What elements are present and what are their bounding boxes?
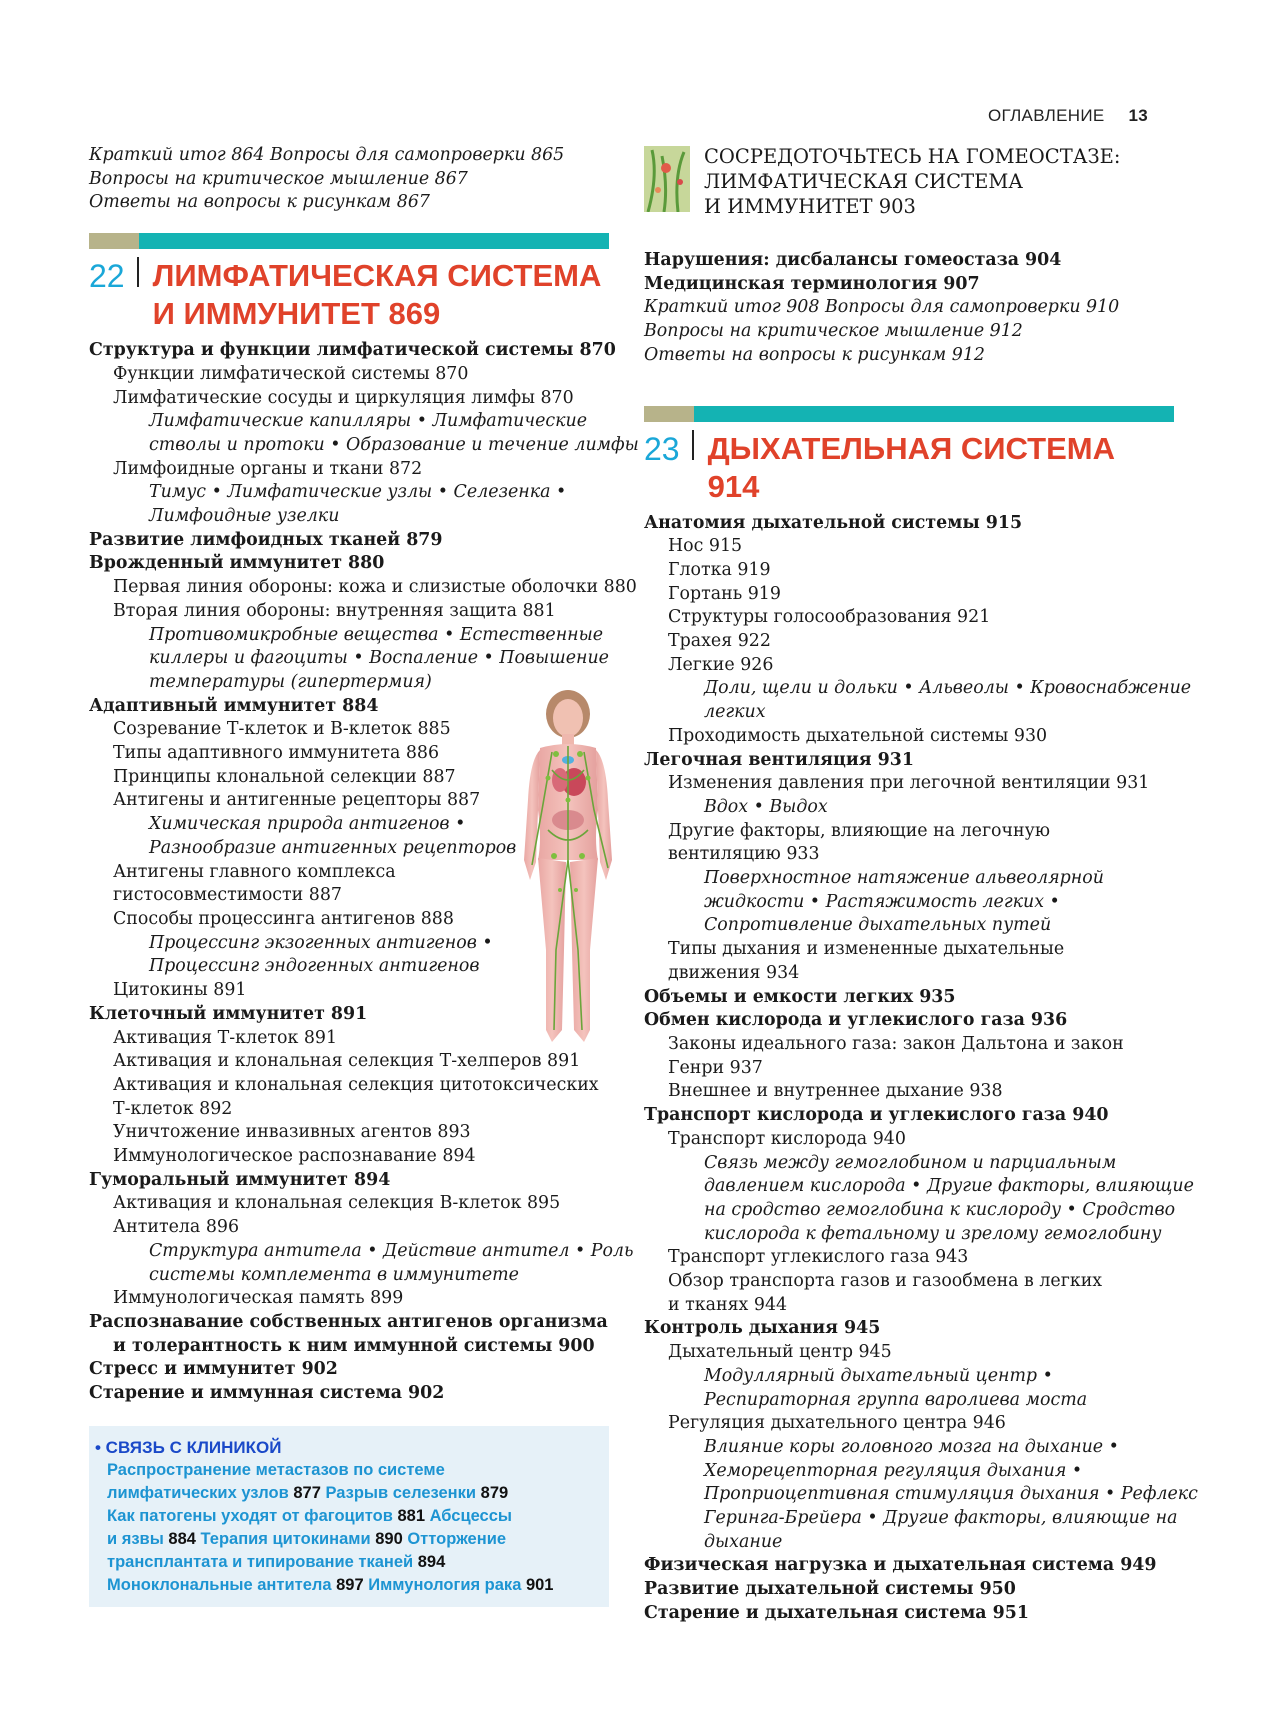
- clinic-topic: трансплантата и типирование тканей: [107, 1552, 418, 1571]
- clinic-page: 901: [525, 1575, 554, 1594]
- toc-entry: Ответы на вопросы к рисункам 912: [644, 344, 985, 365]
- clinic-page: 877: [293, 1483, 321, 1502]
- toc-entry: Разнообразие антигенных рецепторов: [149, 837, 517, 858]
- toc-entry: Внешнее и внутреннее дыхание 938: [668, 1081, 1003, 1102]
- toc-entry: Развитие дыхательной системы 950: [644, 1579, 1016, 1600]
- toc-entry: кислорода к фетальному и зрелому гемоглобину: [704, 1223, 1162, 1244]
- clinic-topic: Распространение метастазов по системе: [107, 1460, 445, 1479]
- toc-entry: Контроль дыхания 945: [644, 1318, 881, 1339]
- toc-entry: Изменения давления при легочной вентиляции 931: [668, 773, 1150, 794]
- toc-entry: гистосовместимости 887: [113, 885, 342, 906]
- toc-entry: Адаптивный иммунитет 884: [89, 695, 379, 716]
- toc-entry: Иммунологическая память 899: [113, 1288, 404, 1309]
- toc-entry: Респираторная группа варолиева моста: [704, 1389, 1088, 1410]
- toc-entry: Краткий итог 864 Вопросы для самопроверки 865: [89, 145, 565, 165]
- toc-entry: Физическая нагрузка и дыхательная система 949: [644, 1555, 1157, 1576]
- clinic-topic: Терапия цитокинами: [195, 1529, 376, 1548]
- toc-entry: Краткий итог 908 Вопросы для самопроверки 910: [644, 297, 1120, 318]
- focus-title-line3: И ИММУНИТЕТ 903: [704, 195, 916, 218]
- toc-entry: стволы и протоки • Образование и течение лимфы: [149, 434, 639, 455]
- toc-entry: Регуляция дыхательного центра 946: [668, 1413, 1006, 1434]
- clinic-line: [95, 1528, 601, 1551]
- left-top-lines: [89, 144, 609, 215]
- toc-entry: Созревание Т-клеток и В-клеток 885: [113, 719, 451, 740]
- toc-entry: Трахея 922: [668, 631, 771, 652]
- toc-entry: Активация и клональная селекция В-клеток 895: [113, 1193, 561, 1214]
- toc-entry: Антитела 896: [113, 1217, 240, 1238]
- toc-entry: Лимфоидные узелки: [149, 506, 340, 527]
- toc-entry: движения 934: [668, 962, 800, 983]
- toc-entry: Принципы клональной селекции 887: [113, 766, 456, 787]
- header-section: ОГЛАВЛЕНИЕ: [988, 106, 1105, 125]
- toc-entry: Стресс и иммунитет 902: [89, 1359, 338, 1380]
- lymphatic-body-figure: [512, 690, 624, 1050]
- clinic-line: [95, 1505, 601, 1528]
- clinic-page: 884: [168, 1529, 196, 1548]
- toc-entry: Антигены и антигенные рецепторы 887: [113, 790, 481, 811]
- toc-entry: Тимус • Лимфатические узлы • Селезенка •: [149, 482, 567, 503]
- toc-entry: Активация Т-клеток 891: [113, 1027, 338, 1048]
- clinic-topic: Моноклональные антитела: [107, 1575, 337, 1594]
- toc-entry: Клеточный иммунитет 891: [89, 1003, 368, 1024]
- toc-entry: Геринга-Брейера • Другие факторы, влияющие на: [704, 1508, 1178, 1529]
- running-header: [988, 106, 1148, 126]
- toc-entry: Нарушения: дисбалансы гомеостаза 904: [644, 250, 1062, 270]
- toc-entry: Лимфатические сосуды и циркуляция лимфы 870: [113, 387, 574, 408]
- chapter-22-title-line1: ЛИМФАТИЧЕСКАЯ СИСТЕМА: [152, 258, 602, 294]
- toc-entry: Транспорт кислорода 940: [668, 1128, 906, 1149]
- toc-entry: Первая линия обороны: кожа и слизистые оболочки 880: [113, 577, 637, 598]
- toc-entry: Дыхательный центр 945: [668, 1342, 892, 1363]
- toc-entry: Генри 937: [668, 1057, 763, 1078]
- clinic-topic: и язвы: [107, 1529, 169, 1548]
- toc-entry: Процессинг экзогенных антигенов •: [149, 932, 493, 953]
- toc-entry: Влияние коры головного мозга на дыхание •: [704, 1436, 1119, 1457]
- toc-entry: температуры (гипертермия): [149, 671, 432, 692]
- toc-entry: Цитокины 891: [113, 980, 247, 1001]
- toc-entry: Глотка 919: [668, 559, 771, 580]
- toc-entry: Развитие лимфоидных тканей 879: [89, 529, 443, 550]
- clinic-page: 890: [375, 1529, 403, 1548]
- toc-entry: дыхание: [704, 1531, 783, 1552]
- toc-entry: Хеморецепторная регуляция дыхания •: [704, 1460, 1083, 1481]
- clinic-topic: Как патогены уходят от фагоцитов: [107, 1506, 398, 1525]
- toc-entry: системы комплемента в иммунитете: [149, 1264, 519, 1285]
- focus-title: [704, 144, 1120, 219]
- toc-entry: Распознавание собственных антигенов организма: [89, 1311, 608, 1332]
- toc-entry: Уничтожение инвазивных агентов 893: [113, 1122, 471, 1143]
- toc-entry: Структуры голосообразования 921: [668, 607, 991, 628]
- toc-entry: Другие факторы, влияющие на легочную: [668, 820, 1050, 841]
- clinic-topic: Иммунология рака: [363, 1575, 526, 1594]
- focus-title-line2: ЛИМФАТИЧЕСКАЯ СИСТЕМА: [704, 170, 1024, 193]
- toc-entry: Структура антитела • Действие антител • Роль: [149, 1240, 634, 1261]
- clinic-topic: Абсцессы: [425, 1506, 512, 1525]
- toc-entry: Доли, щели и дольки • Альвеолы • Кровоснабжение: [704, 678, 1192, 699]
- toc-entry: вентиляцию 933: [668, 844, 820, 865]
- toc-entry: на сродство гемоглобина к кислороду • Сродство: [704, 1199, 1176, 1220]
- toc-entry: Законы идеального газа: закон Дальтона и закон: [668, 1033, 1124, 1054]
- toc-entry: Транспорт кислорода и углекислого газа 940: [644, 1105, 1109, 1126]
- toc-entry: и толерантность к ним иммунной системы 900: [113, 1335, 595, 1356]
- clinic-page: 897: [336, 1575, 364, 1594]
- clinic-page: 881: [397, 1506, 426, 1525]
- toc-entry: Иммунологическое распознавание 894: [113, 1146, 476, 1167]
- toc-entry: Врожденный иммунитет 880: [89, 553, 385, 574]
- toc-entry: Антигены главного комплекса: [113, 861, 396, 882]
- clinic-topic: Разрыв селезенки: [320, 1483, 481, 1502]
- toc-entry: Активация и клональная селекция Т-хелперов 891: [113, 1051, 581, 1072]
- toc-entry: Т-клеток 892: [113, 1098, 233, 1119]
- toc-entry: Вопросы на критическое мышление 912: [644, 321, 1023, 342]
- toc-entry: Анатомия дыхательной системы 915: [644, 512, 1023, 533]
- page-number: 13: [1128, 106, 1148, 125]
- toc-entry: Связь между гемоглобином и парциальным: [704, 1152, 1117, 1173]
- chapter-22-title: [153, 257, 602, 333]
- clinic-heading: • СВЯЗЬ С КЛИНИКОЙ: [95, 1437, 282, 1457]
- toc-entry: Вдох • Выдох: [704, 796, 828, 817]
- toc-entry: Объемы и емкости легких 935: [644, 986, 956, 1007]
- chapter-22-title-line2: И ИММУНИТЕТ 869: [152, 296, 441, 332]
- toc-entry: Транспорт углекислого газа 943: [668, 1247, 969, 1268]
- toc-entry: Старение и иммунная система 902: [89, 1383, 445, 1404]
- toc-entry: Типы адаптивного иммунитета 886: [113, 743, 440, 764]
- toc-entry: Проходимость дыхательной системы 930: [668, 725, 1048, 746]
- chapter-23-title: ДЫХАТЕЛЬНАЯ СИСТЕМА 914: [707, 430, 1115, 504]
- chapter-23-toc: [644, 512, 1198, 1626]
- toc-entry: Процессинг эндогенных антигенов: [149, 956, 480, 977]
- toc-entry: Противомикробные вещества • Естественные: [149, 624, 604, 645]
- focus-homeostasis: [644, 144, 1174, 219]
- clinic-page: 879: [480, 1483, 509, 1502]
- toc-entry: Гортань 919: [668, 583, 781, 604]
- toc-entry: Структура и функции лимфатической системы 870: [89, 340, 616, 361]
- right-top-lines: [644, 249, 1174, 368]
- toc-entry: Типы дыхания и измененные дыхательные: [668, 939, 1065, 960]
- chapter-22-bar: [89, 233, 609, 249]
- toc-entry: Легочная вентиляция 931: [644, 749, 914, 770]
- homeostasis-thumbnail-icon: [644, 146, 690, 212]
- toc-entry: Проприоцептивная стимуляция дыхания • Рефлекс: [704, 1484, 1198, 1505]
- clinic-line: [95, 1551, 601, 1574]
- toc-entry: Гуморальный иммунитет 894: [89, 1169, 391, 1190]
- toc-entry: Легкие 926: [668, 654, 774, 675]
- toc-entry: Обзор транспорта газов и газообмена в легких: [668, 1271, 1103, 1292]
- toc-entry: Химическая природа антигенов •: [149, 814, 466, 835]
- chapter-23-number: 23: [644, 430, 694, 460]
- clinic-box: [89, 1426, 609, 1607]
- chapter-23-bar: [644, 406, 1174, 422]
- clinic-line: [95, 1459, 601, 1482]
- toc-entry: легких: [704, 702, 766, 723]
- toc-entry: жидкости • Растяжимость легких •: [704, 891, 1060, 912]
- focus-title-line1: СОСРЕДОТОЧЬТЕСЬ НА ГОМЕОСТАЗЕ:: [704, 145, 1121, 168]
- clinic-line: [95, 1482, 601, 1505]
- toc-entry: Активация и клональная селекция цитотоксических: [113, 1074, 599, 1095]
- toc-entry: Вопросы на критическое мышление 867: [89, 168, 468, 189]
- toc-entry: и тканях 944: [668, 1294, 788, 1315]
- toc-entry: Нос 915: [668, 536, 743, 557]
- clinic-topic: Отторжение: [402, 1529, 507, 1548]
- toc-entry: Лимфоидные органы и ткани 872: [113, 458, 423, 479]
- chapter-23-heading: [644, 430, 1174, 506]
- chapter-22-number: 22: [89, 257, 139, 287]
- toc-entry: давлением кислорода • Другие факторы, влияющие: [704, 1176, 1194, 1197]
- toc-entry: Лимфатические капилляры • Лимфатические: [149, 411, 588, 432]
- toc-entry: Вторая линия обороны: внутренняя защита 881: [113, 600, 556, 621]
- toc-entry: Обмен кислорода и углекислого газа 936: [644, 1010, 1068, 1031]
- toc-entry: Модуллярный дыхательный центр •: [704, 1365, 1053, 1386]
- clinic-topic: лимфатических узлов: [107, 1483, 294, 1502]
- toc-entry: Ответы на вопросы к рисункам 867: [89, 192, 430, 213]
- toc-entry: Способы процессинга антигенов 888: [113, 908, 454, 929]
- toc-entry: киллеры и фагоциты • Воспаление • Повышение: [149, 648, 609, 669]
- clinic-lines: [95, 1459, 601, 1597]
- clinic-line: [95, 1574, 601, 1597]
- toc-entry: Функции лимфатической системы 870: [113, 363, 469, 384]
- toc-entry: Старение и дыхательная система 951: [644, 1602, 1029, 1623]
- clinic-page: 894: [417, 1552, 446, 1571]
- toc-entry: Сопротивление дыхательных путей: [704, 915, 1052, 936]
- right-column: [644, 144, 1198, 1626]
- toc-entry: Поверхностное натяжение альвеолярной: [704, 868, 1104, 889]
- toc-entry: Медицинская терминология 907: [644, 273, 980, 294]
- chapter-22-heading: [89, 257, 609, 333]
